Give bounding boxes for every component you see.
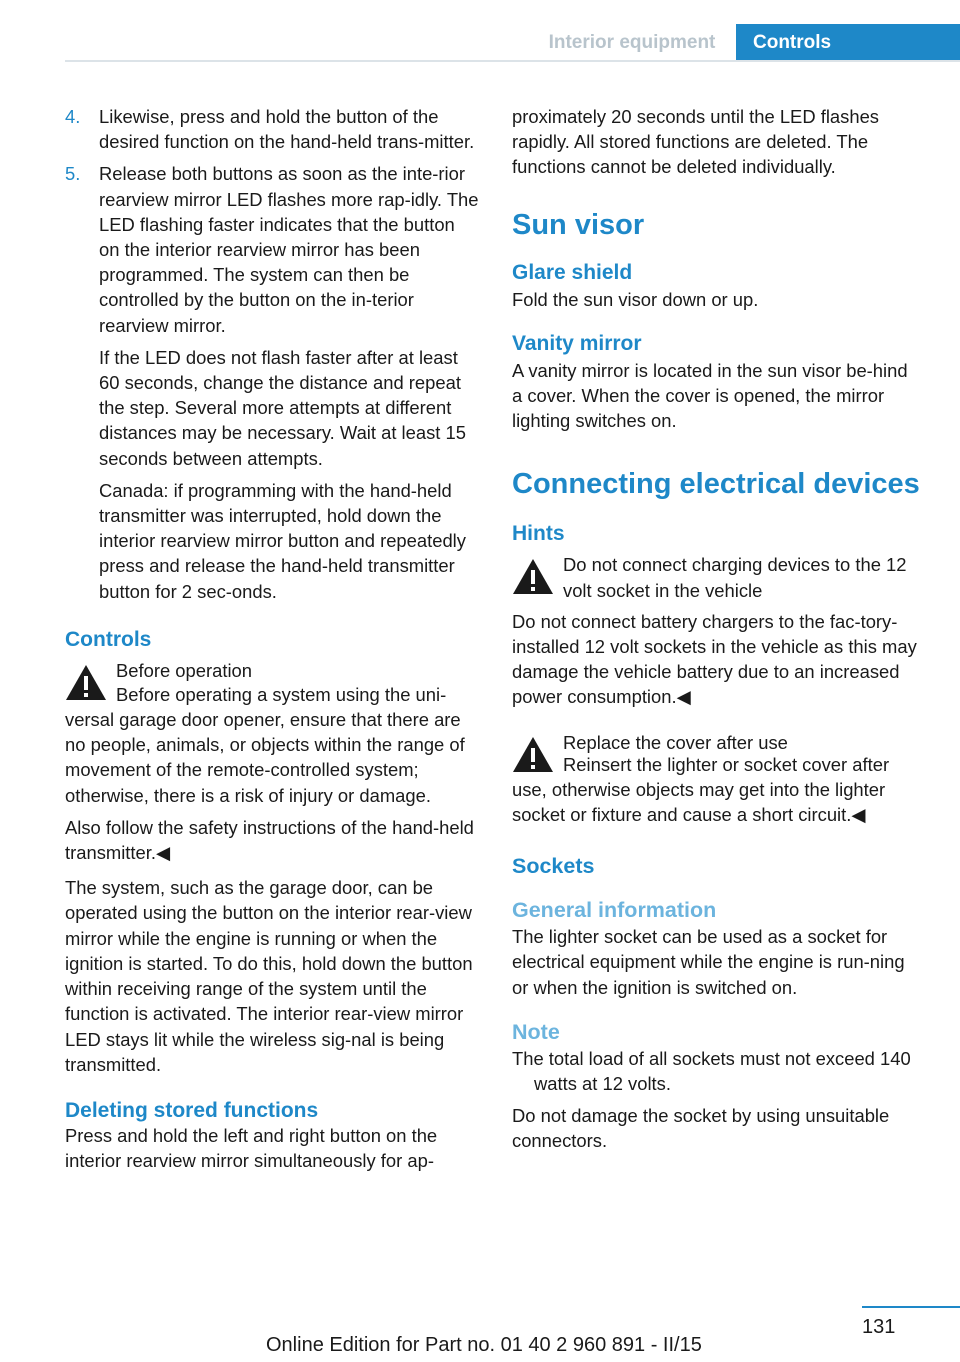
sockets-heading: Sockets	[512, 854, 595, 879]
warning-title: Replace the cover after use	[563, 731, 788, 753]
operation-text: The system, such as the garage door, can be operated using the button on the interior rear-view mirror while the engine is running or when the ignition is started. To do this, hold down the button within receiving range of the system until the function is activated. The interior rear-view mirror LED stays lit while the wireless sig-nal is being transmitted.	[65, 877, 473, 1075]
step-paragraph: Canada: if programming with the hand-held transmitter was interrupted, hold down the interior rearview mirror button and repeatedly press and release the hand-held transmitter button for 2 sec-onds.	[99, 479, 466, 602]
step-5	[65, 161, 480, 337]
step-paragraph: If the LED does not flash faster after at least 60 seconds, change the distance and repeat the step. Several more attempts at different distances may be necessary. Wait at least 15 seconds between attempts.	[99, 346, 466, 469]
glare-shield-text: Fold the sun visor down or up.	[512, 288, 759, 310]
warning-text: Do not connect battery chargers to the fac-tory-installed 12 volt sockets in the vehicle as this may damage the vehicle battery due to an increased power consumption.◀	[512, 610, 917, 708]
warning-block	[65, 658, 480, 706]
vanity-mirror-text: A vanity mirror is located in the sun visor be-hind a cover. When the cover is opened, the mirror lighting switches on.	[512, 359, 908, 432]
warning-icon	[512, 558, 554, 595]
right-column	[512, 104, 922, 1161]
warning-followup: Also follow the safety instructions of the hand-held transmitter.◀	[65, 816, 474, 864]
note-text: The total load of all sockets must not exceed 140 watts at 12 volts.	[512, 1047, 911, 1095]
page-number: 131	[862, 1316, 896, 1338]
general-information-heading: General information	[512, 898, 717, 923]
deleting-text: Press and hold the left and right button on the interior rearview mirror simultaneously for ap-	[65, 1124, 438, 1172]
footer-rule	[862, 1306, 960, 1308]
header-rule	[65, 60, 960, 62]
step-number: 5.	[65, 163, 81, 185]
deleting-heading: Deleting stored functions	[65, 1098, 319, 1122]
general-information-text: The lighter socket can be used as a socket for electrical equipment while the engine is run-ning or when the ignition is switched on.	[512, 926, 905, 998]
warning-text: Reinsert the lighter or socket cover after use, otherwise objects may get into the lighter socket or fixture and cause a short circuit.◀	[512, 753, 890, 826]
glare-shield-heading: Glare shield	[512, 260, 633, 284]
connecting-heading: Connecting electrical devices	[512, 468, 920, 501]
vanity-mirror-heading: Vanity mirror	[512, 331, 642, 355]
warning-text: Before operating a system using the uni-versal garage door opener, ensure that there are no people, animals, or objects within the range of movement of the remote-controlled system; otherwise, there is a risk of injury or damage.	[65, 683, 465, 806]
hints-heading: Hints	[512, 522, 565, 546]
deleting-text-continued: proximately 20 seconds until the LED flashes rapidly. All stored functions are deleted. The functions cannot be deleted individually.	[512, 106, 879, 178]
warning-icon	[512, 736, 554, 773]
sun-visor-heading: Sun visor	[512, 208, 645, 241]
controls-heading: Controls	[65, 627, 152, 651]
page-header	[0, 0, 960, 62]
warning-block-1	[512, 552, 922, 602]
note-text: Do not damage the socket by using unsuitable connectors.	[512, 1105, 890, 1152]
step-text: Likewise, press and hold the button of the desired function on the hand-held trans-mitter.	[99, 106, 475, 153]
warning-title: Do not connect charging devices to the 12 volt socket in the vehicle	[563, 554, 907, 601]
warning-title: Before operation	[116, 659, 252, 681]
step-text: Release both buttons as soon as the inte-rior rearview mirror LED flashes more rap-idly. The LED flashing faster indicates that the button on the interior rearview mirror has been programmed. The system can then be controlled by the button on the in-terior rearview mirror.	[99, 163, 479, 336]
step-number: 4.	[65, 106, 81, 127]
step-4	[65, 104, 480, 154]
section-tab[interactable]: Interior equipment	[548, 32, 716, 53]
note-heading: Note	[512, 1019, 560, 1044]
warning-icon	[65, 664, 107, 701]
warning-block-2	[512, 730, 922, 778]
chapter-tab[interactable]: Controls	[736, 24, 960, 62]
edition-line: Online Edition for Part no. 01 40 2 960 891 - II/15	[266, 1334, 702, 1356]
left-column	[65, 104, 480, 1180]
